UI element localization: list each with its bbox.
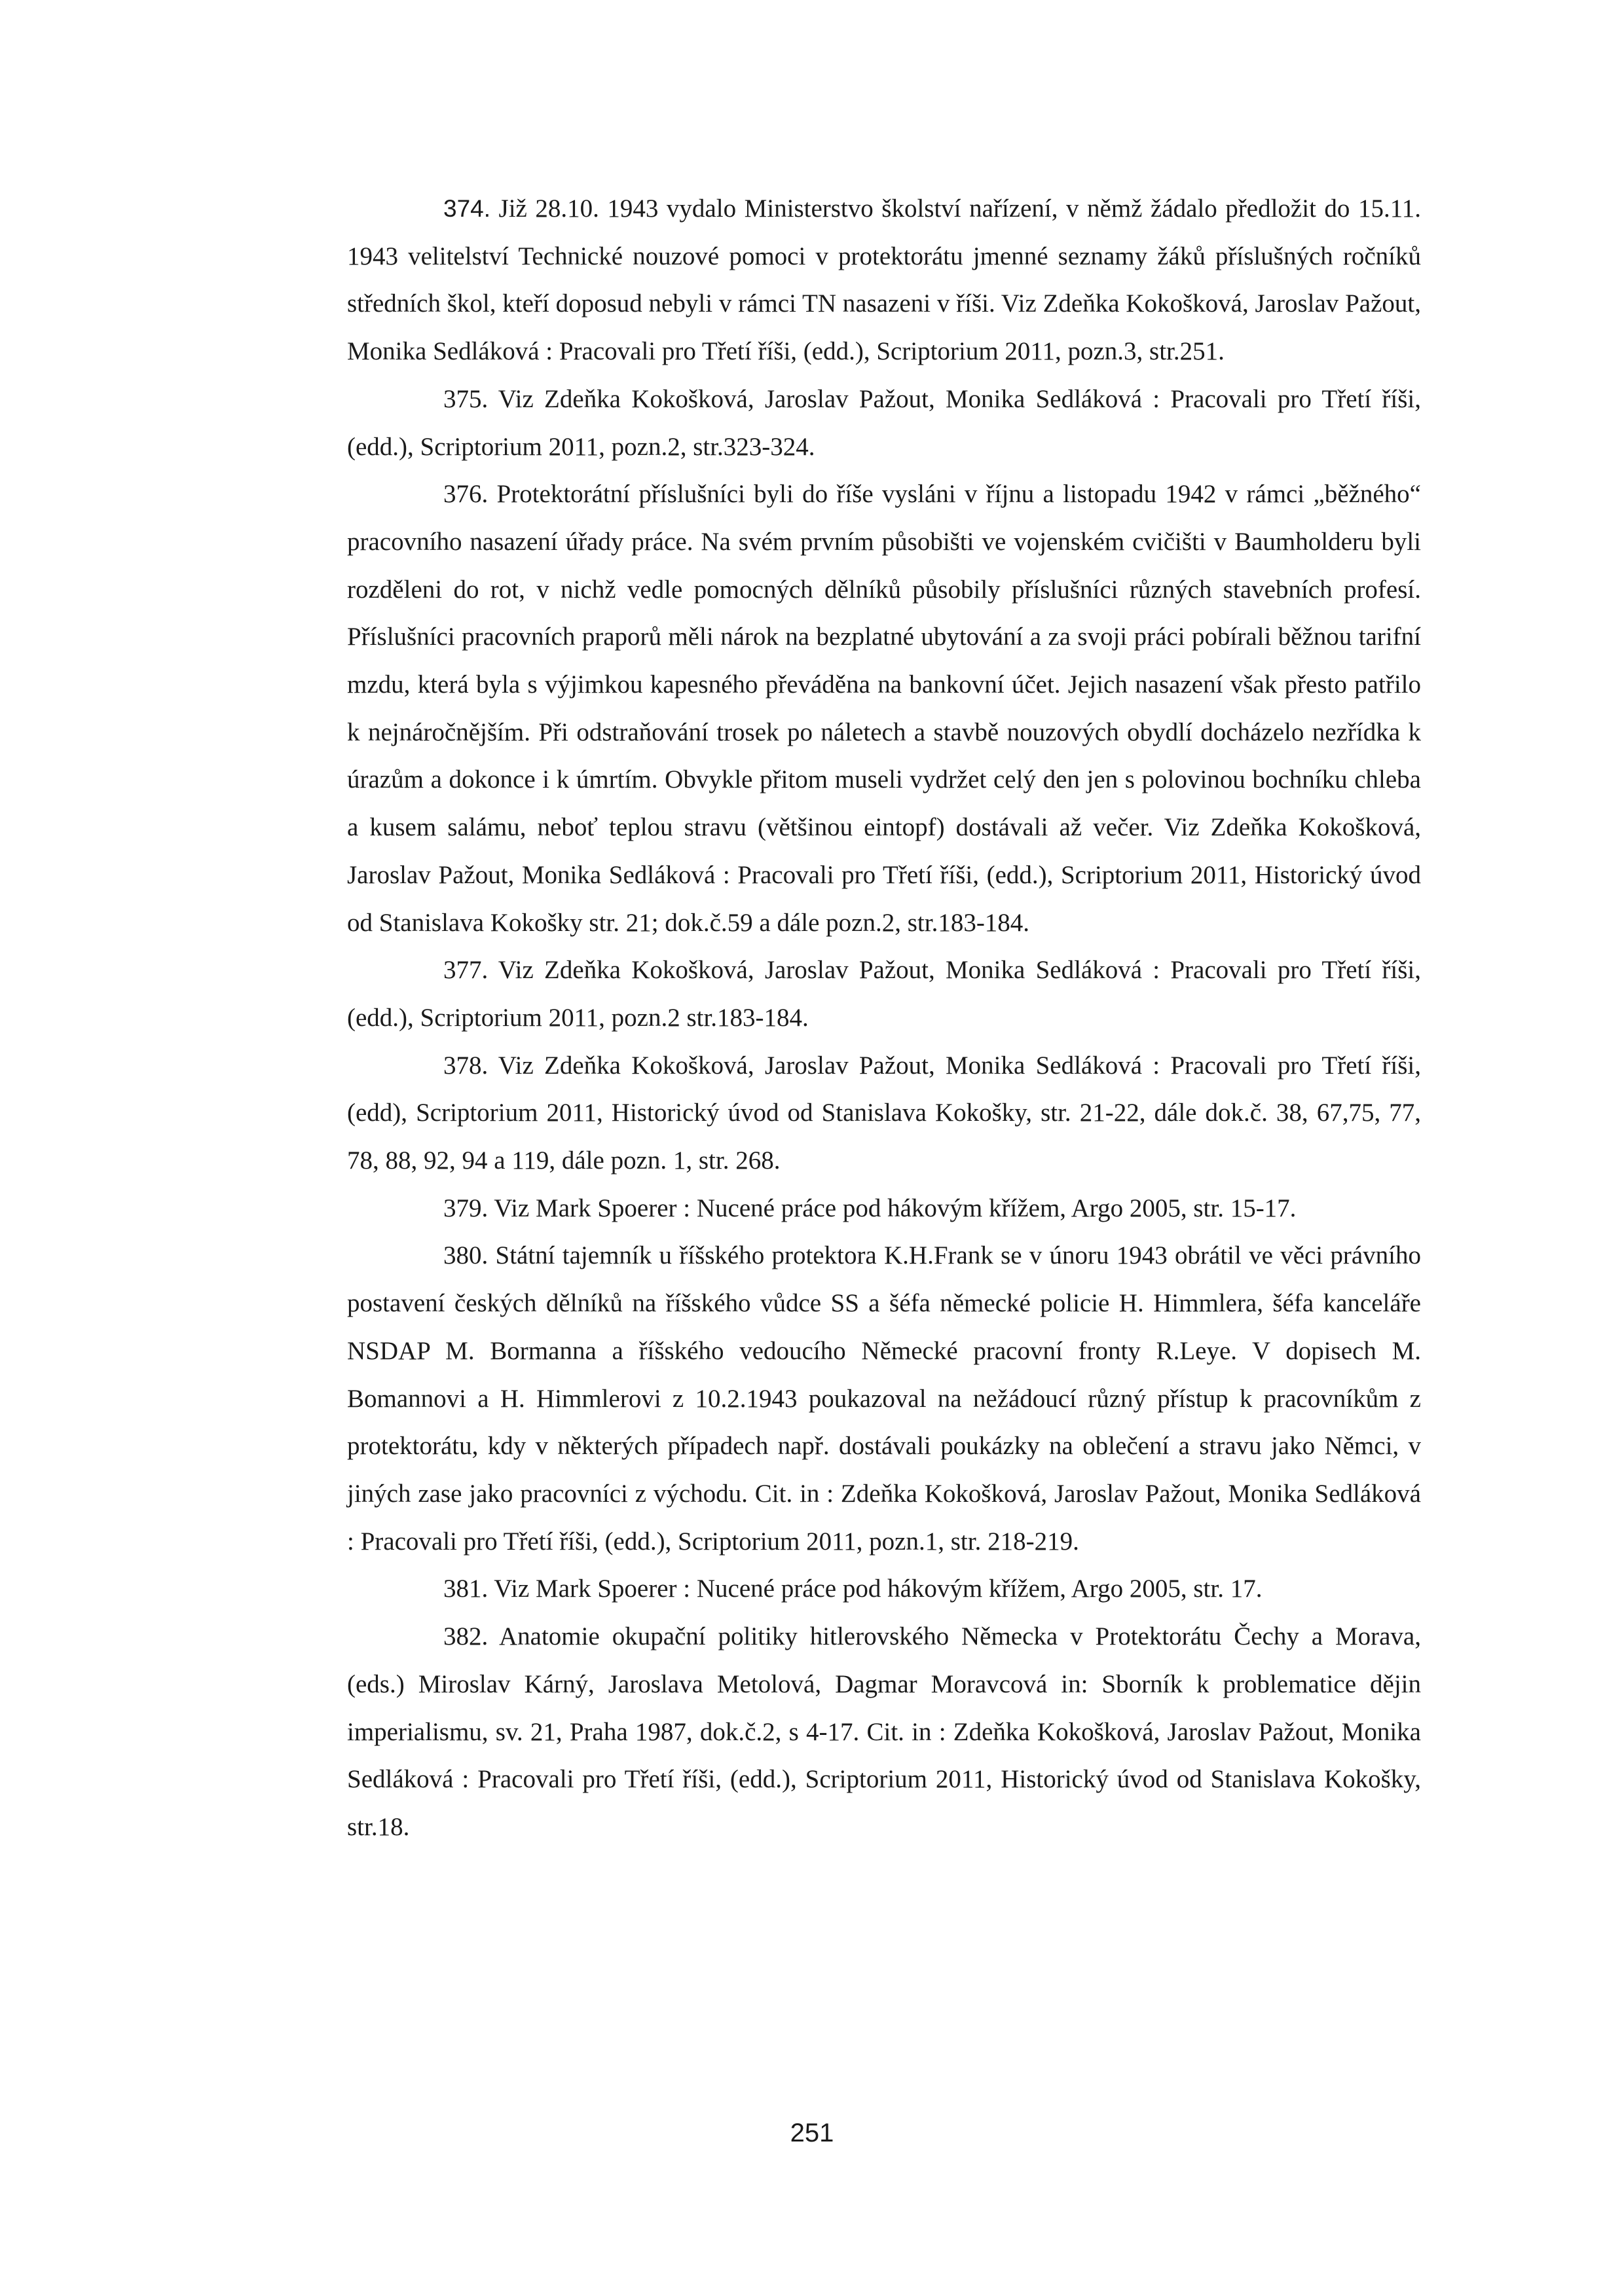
- footnote-number: 374.: [443, 195, 491, 222]
- footnote-374: [347, 185, 1421, 376]
- footnote-382: [347, 1613, 1421, 1851]
- footnote-number: 380.: [443, 1241, 489, 1270]
- footnote-number: 377.: [443, 956, 489, 985]
- footnote-number: 378.: [443, 1051, 489, 1080]
- footnote-number: 382.: [443, 1622, 489, 1651]
- footnotes-list: [347, 185, 1421, 1851]
- footnote-text: Viz Mark Spoerer : Nucené práce pod hákovým křížem, Argo 2005, str. 17.: [494, 1575, 1263, 1603]
- footnote-text: Viz Zdeňka Kokošková, Jaroslav Pažout, Monika Sedláková : Pracovali pro Třetí říši, (edd), Scriptorium 2011, Historický úvod od Stanislava Kokošky, str. 21-22, dále dok.č. 38, 67,75, 77, 78, 88, 92, 94 a 119, dále pozn. 1, str. 268.: [347, 1051, 1422, 1175]
- footnote-number: 376.: [443, 480, 489, 509]
- footnote-381: [347, 1565, 1421, 1613]
- footnote-377: [347, 947, 1421, 1042]
- page-number: 251: [790, 2119, 834, 2147]
- footnote-375: [347, 376, 1421, 471]
- footnote-text: Viz Zdeňka Kokošková, Jaroslav Pažout, Monika Sedláková : Pracovali pro Třetí říši, (edd.), Scriptorium 2011, pozn.2, str.323-324.: [347, 384, 1422, 461]
- footnote-text: Anatomie okupační politiky hitlerovského Německa v Protektorátu Čechy a Morava, (eds.) Miroslav Kárný, Jaroslava Metolová, Dagmar Moravcová in: Sborník k problematice dějin imperialismu, sv. 21, Praha 1987, dok.č.2, s 4-17. Cit. in : Zdeňka Kokošková, Jaroslav Pažout, Monika Sedláková : Pracovali pro Třetí říši, (edd.), Scriptorium 2011, Historický úvod od Stanislava Kokošky, str.18.: [347, 1622, 1421, 1841]
- footnote-text: Viz Zdeňka Kokošková, Jaroslav Pažout, Monika Sedláková : Pracovali pro Třetí říši, (edd.), Scriptorium 2011, pozn.2 str.183-184.: [347, 956, 1422, 1032]
- footnote-376: [347, 471, 1421, 947]
- footnote-number: 381.: [443, 1575, 489, 1603]
- footnote-380: [347, 1232, 1421, 1565]
- footnote-text: Protektorátní příslušníci byli do říše vysláni v říjnu a listopadu 1942 v rámci „běžného“ pracovního nasazení úřady práce. Na svém prvním působišti ve vojenském cvičišti v Baumholderu byli rozděleni do rot, v nichž vedle pomocných dělníků působily příslušníci různých stavebních profesí. Příslušníci pracovních praporů měli nárok na bezplatné ubytování a za svoji práci pobírali běžnou tarifní mzdu, která byla s výjimkou kapesného převáděna na bankovní účet. Jejich nasazení však přesto patřilo k nejnáročnějším. Při odstraňování trosek po náletech a stavbě nouzových obydlí docházelo nezřídka k úrazům a dokonce i k úmrtím. Obvykle přitom museli vydržet celý den jen s polovinou bochníku chleba a kusem salámu, neboť teplou stravu (většinou eintopf) dostávali až večer. Viz Zdeňka Kokošková, Jaroslav Pažout, Monika Sedláková : Pracovali pro Třetí říši, (edd.), Scriptorium 2011, Historický úvod od Stanislava Kokošky str. 21; dok.č.59 a dále pozn.2, str.183-184.: [347, 480, 1421, 937]
- footnote-378: [347, 1042, 1421, 1185]
- footnote-379: [347, 1185, 1421, 1233]
- footnote-text: Již 28.10. 1943 vydalo Ministerstvo školství nařízení, v němž žádalo předložit do 15.11. 1943 velitelství Technické nouzové pomoci v protektorátu jmenné seznamy žáků příslušných ročníků středních škol, kteří doposud nebyli v rámci TN nasazeni v říši. Viz Zdeňka Kokošková, Jaroslav Pažout, Monika Sedláková : Pracovali pro Třetí říši, (edd.), Scriptorium 2011, pozn.3, str.251.: [347, 194, 1422, 366]
- footnote-text: Viz Mark Spoerer : Nucené práce pod hákovým křížem, Argo 2005, str. 15-17.: [494, 1194, 1297, 1222]
- footnote-text: Státní tajemník u říšského protektora K.H.Frank se v únoru 1943 obrátil ve věci právního postavení českých dělníků na říšského vůdce SS a šéfa německé policie H. Himmlera, šéfa kanceláře NSDAP M. Bormanna a říšského vedoucího Německé pracovní fronty R.Leye. V dopisech M. Bomannovi a H. Himmlerovi z 10.2.1943 poukazoval na nežádoucí různý přístup k pracovníkům z protektorátu, kdy v některých případech např. dostávali poukázky na oblečení a stravu jako Němci, v jiných zase jako pracovníci z východu. Cit. in : Zdeňka Kokošková, Jaroslav Pažout, Monika Sedláková : Pracovali pro Třetí říši, (edd.), Scriptorium 2011, pozn.1, str. 218-219.: [347, 1241, 1422, 1556]
- footnote-number: 379.: [443, 1194, 489, 1222]
- footnote-number: 375.: [443, 384, 489, 413]
